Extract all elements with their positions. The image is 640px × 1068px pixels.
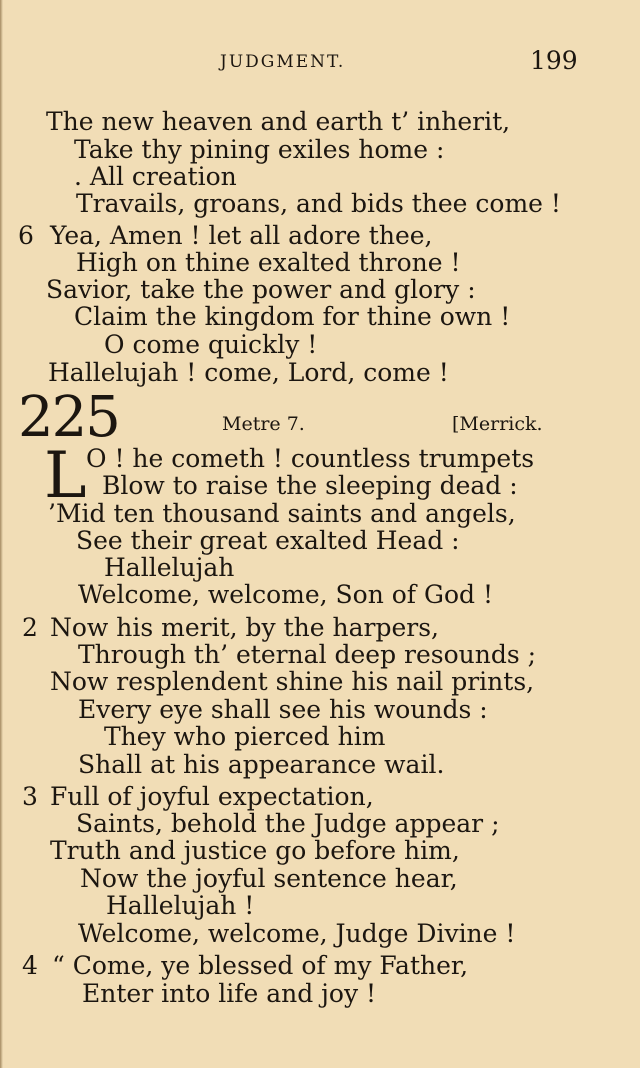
- page-number: 199: [530, 46, 578, 75]
- verse-number: 6: [18, 221, 34, 250]
- hymn-line: “ Come, ye blessed of my Father,: [52, 951, 469, 980]
- hymn-line: Hallelujah ! come, Lord, come !: [48, 358, 449, 387]
- hymn-line: Take thy pining exiles home :: [74, 135, 445, 164]
- hymn-line: O ! he cometh ! countless trumpets: [86, 444, 535, 473]
- hymn-line: Claim the kingdom for thine own !: [74, 302, 511, 331]
- tune-name: [Merrick.: [452, 413, 543, 435]
- hymn-line: Savior, take the power and glory :: [46, 275, 476, 304]
- hymn-line: See their great exalted Head :: [76, 526, 460, 555]
- running-head-title: JUDGMENT.: [220, 52, 346, 72]
- verse-number: 3: [22, 782, 38, 811]
- verse-number: 4: [22, 951, 38, 980]
- hymn-line: The new heaven and earth t’ inherit,: [46, 107, 511, 136]
- hymn-line: Every eye shall see his wounds :: [78, 695, 488, 724]
- hymn-line: ’Mid ten thousand saints and angels,: [48, 499, 516, 528]
- hymn-line: Welcome, welcome, Judge Divine !: [78, 919, 516, 948]
- hymn-line: High on thine exalted throne !: [76, 248, 461, 277]
- hymn-line: Welcome, welcome, Son of God !: [78, 580, 494, 609]
- hymn-line: Now resplendent shine his nail prints,: [50, 667, 535, 696]
- metre-label: Metre 7.: [222, 413, 305, 435]
- hymn-line: They who pierced him: [104, 722, 386, 751]
- hymn-line: Through th’ eternal deep resounds ;: [78, 640, 537, 669]
- hymn-line: . All creation: [74, 162, 237, 191]
- hymn-line: Truth and justice go before him,: [50, 836, 460, 865]
- hymn-line: Blow to raise the sleeping dead :: [102, 471, 518, 500]
- verse-number: 2: [22, 613, 38, 642]
- drop-cap: L: [44, 439, 87, 513]
- hymn-line: Travails, groans, and bids thee come !: [76, 189, 561, 218]
- hymn-line: Now his merit, by the harpers,: [50, 613, 439, 642]
- page-edge-shadow: [0, 0, 3, 1068]
- hymn-line: O come quickly !: [104, 330, 318, 359]
- hymn-line: Hallelujah: [104, 553, 235, 582]
- hymn-line: Shall at his appearance wail.: [78, 750, 445, 779]
- hymn-line: Yea, Amen ! let all adore thee,: [50, 221, 433, 250]
- hymn-line: Saints, behold the Judge appear ;: [76, 809, 500, 838]
- hymn-line: Full of joyful expectation,: [50, 782, 374, 811]
- hymn-line: Enter into life and joy !: [82, 979, 377, 1008]
- hymn-number: 225: [18, 385, 119, 450]
- hymn-line: Hallelujah !: [106, 891, 255, 920]
- hymn-line: Now the joyful sentence hear,: [80, 864, 458, 893]
